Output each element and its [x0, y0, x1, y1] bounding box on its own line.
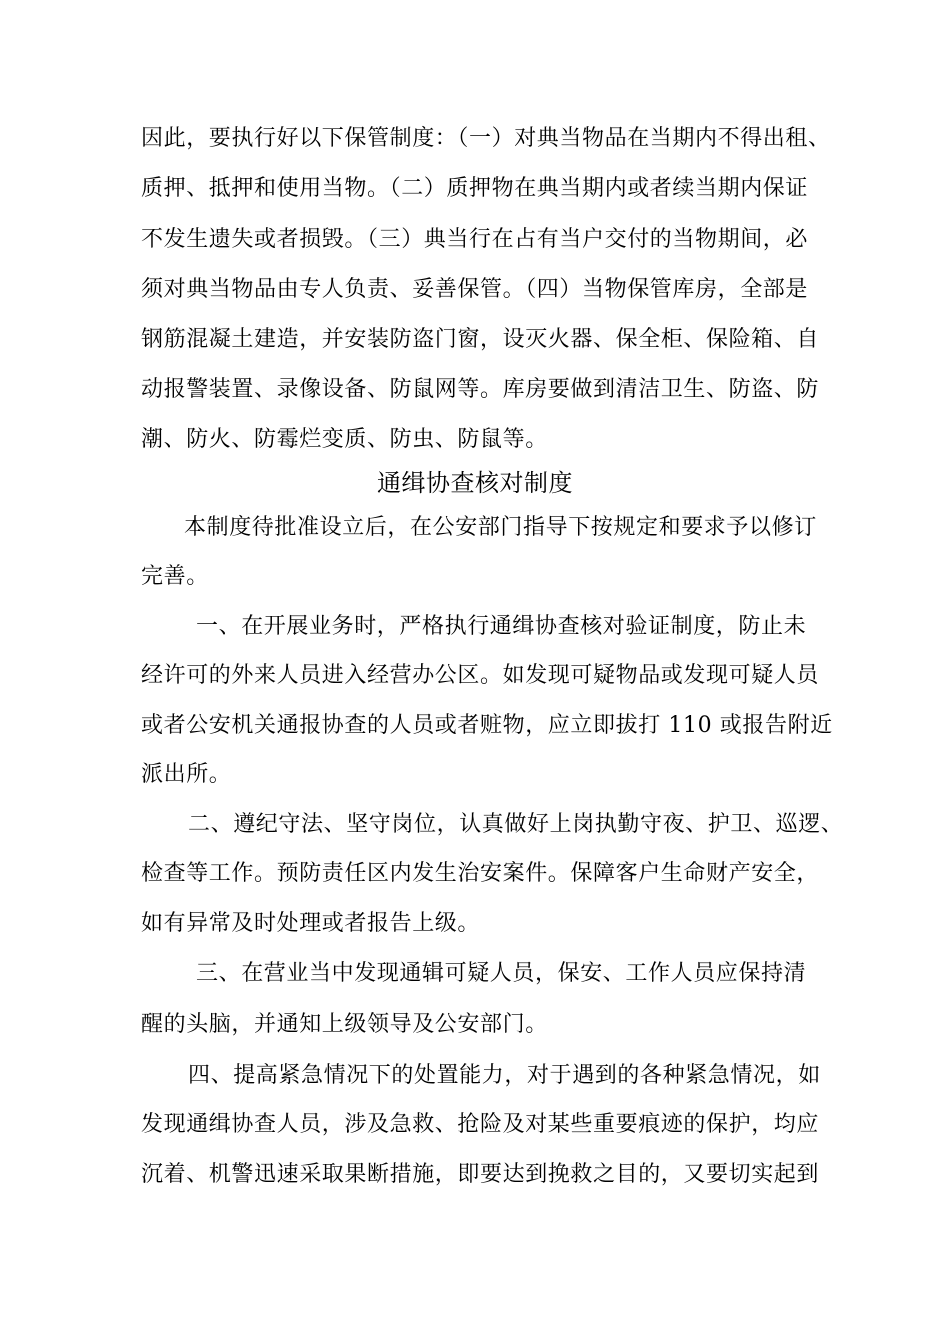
intro-line-5: 钢筋混凝土建造，并安装防盗门窗，设灭火器、保全柜、保险箱、自: [141, 327, 820, 352]
item3-line-1: 三、在营业当中发现通辑可疑人员，保安、工作人员应保持清: [196, 961, 807, 986]
item2-line-2: 检查等工作。预防责任区内发生治安案件。保障客户生命财产安全，: [141, 861, 820, 886]
item1-line-4: 派出所。: [141, 762, 232, 787]
intro-line-3: 不发生遗失或者损毁。（三）典当行在占有当户交付的当物期间，必: [141, 227, 809, 252]
intro-line-4: 须对典当物品由专人负责、妥善保管。（四）当物保管库房，全部是: [141, 277, 809, 302]
intro-line-7: 潮、防火、防霉烂变质、防虫、防鼠等。: [141, 427, 548, 452]
section-title: 通缉协查核对制度: [377, 469, 573, 497]
item4-line-1: 四、提高紧急情况下的处置能力，对于遇到的各种紧急情况，如: [188, 1063, 821, 1088]
item4-line-2: 发现通缉协查人员，涉及急救、抢险及对某些重要痕迹的保护，均应: [141, 1112, 820, 1137]
intro-line-6: 动报警装置、录像设备、防鼠网等。库房要做到清洁卫生、防盗、防: [141, 377, 820, 402]
intro-line-1: 因此，要执行好以下保管制度：（一）对典当物品在当期内不得出租、: [141, 126, 831, 151]
item3-line-2: 醒的头脑，并通知上级领导及公安部门。: [141, 1012, 548, 1037]
item1-line-1: 一、在开展业务时，严格执行通缉协查核对验证制度，防止未: [196, 614, 807, 639]
item1-line-2: 经许可的外来人员进入经营办公区。如发现可疑物品或发现可疑人员: [141, 663, 820, 688]
item2-line-3: 如有异常及时处理或者报告上级。: [141, 911, 481, 936]
item2-line-1: 二、遵纪守法、坚守岗位，认真做好上岗执勤守夜、护卫、巡逻、: [188, 812, 844, 837]
preamble-line-2: 完善。: [141, 564, 209, 589]
preamble-line-1: 本制度待批准设立后，在公安部门指导下按规定和要求予以修订: [184, 515, 817, 540]
intro-line-2: 质押、抵押和使用当物。（二）质押物在典当期内或者续当期内保证: [141, 176, 809, 201]
item1-line-3: 或者公安机关通报协查的人员或者赃物，应立即拔打 110 或报告附近: [141, 713, 833, 738]
item4-line-3: 沉着、机警迅速采取果断措施，即要达到挽救之目的，又要切实起到: [141, 1162, 820, 1187]
